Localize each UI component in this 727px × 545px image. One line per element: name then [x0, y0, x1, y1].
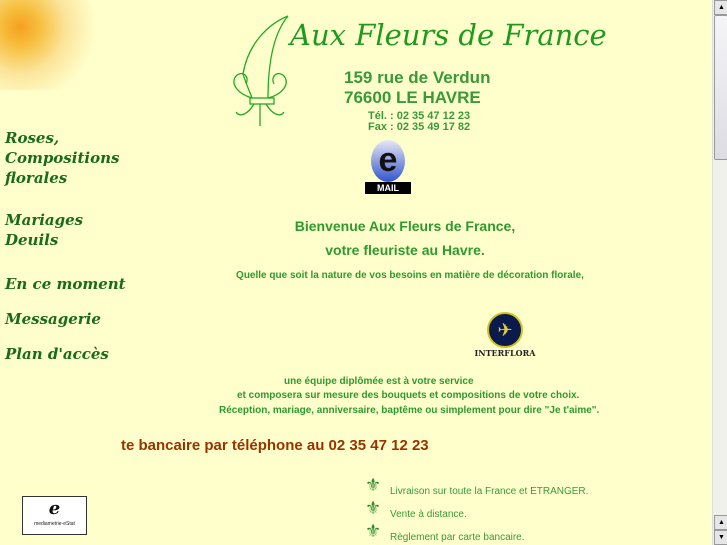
interflora-label: INTERFLORA — [474, 348, 536, 358]
scrolling-marquee: te bancaire par téléphone au 02 35 47 12 23 — [121, 437, 429, 454]
welcome-line-2: votre fleuriste au Havre. — [325, 242, 485, 258]
team-line-3: Réception, mariage, anniversaire, baptême ou simplement pour dire "Je t'aime". — [219, 405, 600, 416]
fleur-de-lis-logo — [228, 14, 294, 130]
phone: Tél. : 02 35 47 12 23 — [368, 110, 471, 122]
welcome — [230, 214, 580, 262]
interflora-logo[interactable] — [472, 312, 538, 358]
flowers-image — [0, 0, 100, 90]
nav-messagerie[interactable]: Messagerie — [5, 310, 101, 328]
fleur-icon: ⚜ — [365, 475, 382, 495]
scrollbar-thumb[interactable] — [714, 15, 727, 160]
fleur-icon: ⚜ — [365, 521, 382, 541]
scroll-up-button-bottom[interactable]: ▲ — [714, 515, 727, 530]
nav-mariages[interactable]: Mariages Deuils — [5, 211, 84, 249]
site-title: Aux Fleurs de France — [290, 18, 607, 52]
feature-distance-sale: Vente à distance. — [390, 509, 467, 520]
estat-icon: e — [48, 498, 61, 519]
address-city: 76600 LE HAVRE — [344, 88, 481, 107]
feature-card-payment: Règlement par carte bancaire. — [390, 532, 525, 543]
email-button[interactable] — [365, 140, 411, 196]
estat-badge[interactable] — [22, 496, 87, 535]
address-street: 159 rue de Verdun — [344, 68, 491, 87]
nav-en-ce-moment[interactable]: En ce moment — [5, 275, 126, 293]
team-line-2: et composera sur mesure des bouquets et compositions de votre choix. — [237, 390, 580, 401]
team-line-1: une équipe diplômée est à votre service — [284, 376, 474, 387]
feature-delivery: Livraison sur toute la France et ETRANGER. — [390, 486, 589, 497]
interflora-icon: ✈ — [487, 312, 523, 348]
intro-text: Quelle que soit la nature de vos besoins en matière de décoration florale, — [236, 270, 584, 281]
scroll-up-button[interactable]: ▲ — [714, 0, 727, 15]
fax: Fax : 02 35 49 17 82 — [368, 121, 471, 133]
nav-plan[interactable]: Plan d'accès — [5, 345, 109, 363]
estat-label: mediametrie-eStat — [34, 521, 75, 527]
vertical-scrollbar[interactable] — [712, 0, 727, 545]
email-label: MAIL — [365, 182, 411, 194]
email-icon: e — [371, 140, 405, 182]
scroll-down-button[interactable]: ▼ — [714, 530, 727, 545]
nav-roses[interactable]: Roses, Compositions florales — [5, 129, 120, 187]
fleur-icon: ⚜ — [365, 498, 382, 518]
welcome-line-1: Bienvenue Aux Fleurs de France, — [294, 218, 516, 234]
